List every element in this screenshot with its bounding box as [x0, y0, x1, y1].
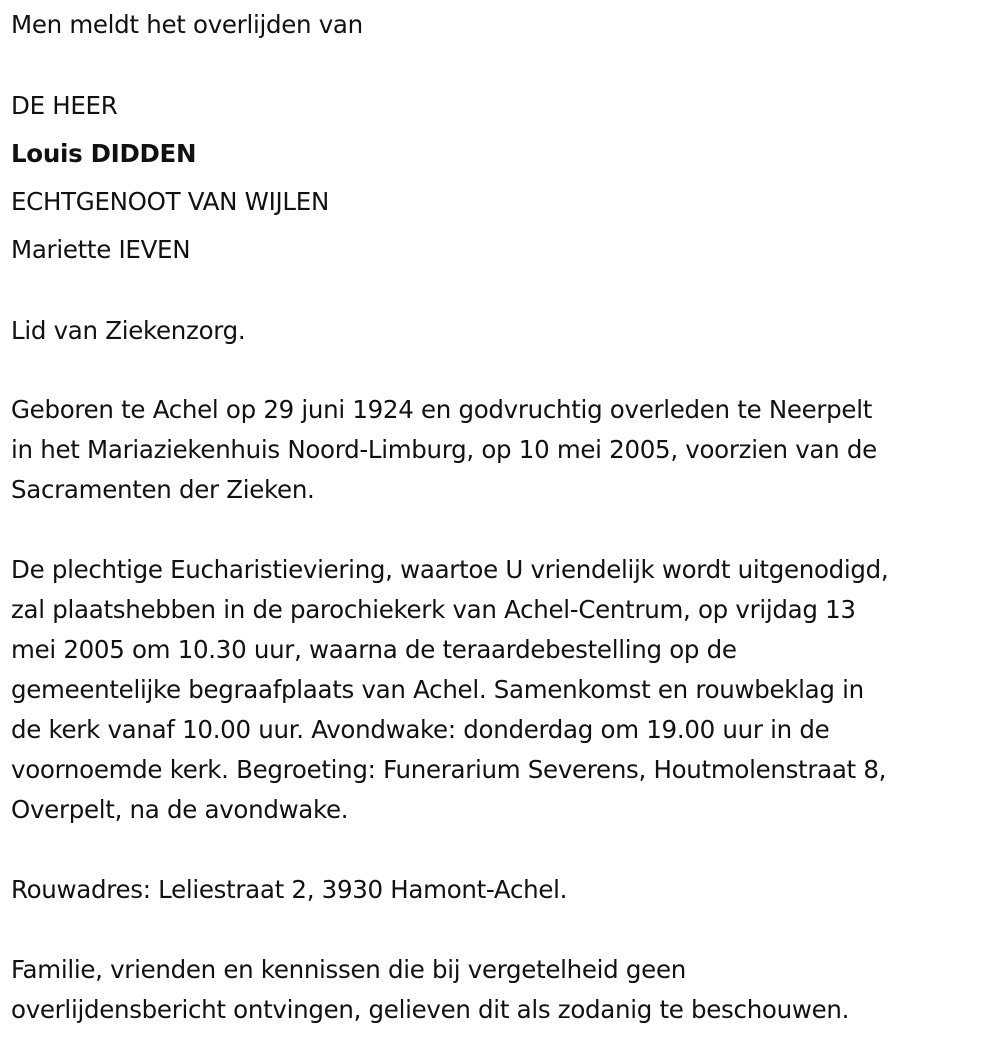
ceremony-line: Overpelt, na de avondwake.: [11, 795, 349, 824]
closing-line: overlijdensbericht ontvingen, gelieven dit als zodanig te beschouwen.: [11, 995, 850, 1024]
birth-death-line: Geboren te Achel op 29 juni 1924 en godvruchtig overleden te Neerpelt: [11, 395, 873, 424]
ceremony-line: zal plaatshebben in de parochiekerk van Achel-Centrum, op vrijdag 13: [11, 595, 856, 624]
deceased-name: Louis DIDDEN: [11, 139, 197, 168]
ceremony-line: mei 2005 om 10.30 uur, waarna de teraardebestelling op de: [11, 635, 737, 664]
birth-death-line: Sacramenten der Zieken.: [11, 475, 315, 504]
ceremony-line: gemeentelijke begraafplaats van Achel. Samenkomst en rouwbeklag in: [11, 675, 864, 704]
closing-line: Familie, vrienden en kennissen die bij vergetelheid geen: [11, 955, 686, 984]
birth-death-line: in het Mariaziekenhuis Noord-Limburg, op 10 mei 2005, voorzien van de: [11, 435, 877, 464]
honorific: DE HEER: [11, 91, 118, 120]
spouse-name: Mariette IEVEN: [11, 235, 191, 264]
ceremony-line: de kerk vanaf 10.00 uur. Avondwake: donderdag om 19.00 uur in de: [11, 715, 830, 744]
ceremony-line: voornoemde kerk. Begroeting: Funerarium Severens, Houtmolenstraat 8,: [11, 755, 887, 784]
membership-text: Lid van Ziekenzorg.: [11, 316, 246, 345]
intro-text: Men meldt het overlijden van: [11, 10, 363, 39]
ceremony-line: De plechtige Eucharistieviering, waartoe U vriendelijk wordt uitgenodigd,: [11, 555, 889, 584]
mourning-address: Rouwadres: Leliestraat 2, 3930 Hamont-Achel.: [11, 875, 568, 904]
relation-text: ECHTGENOOT VAN WIJLEN: [11, 187, 329, 216]
